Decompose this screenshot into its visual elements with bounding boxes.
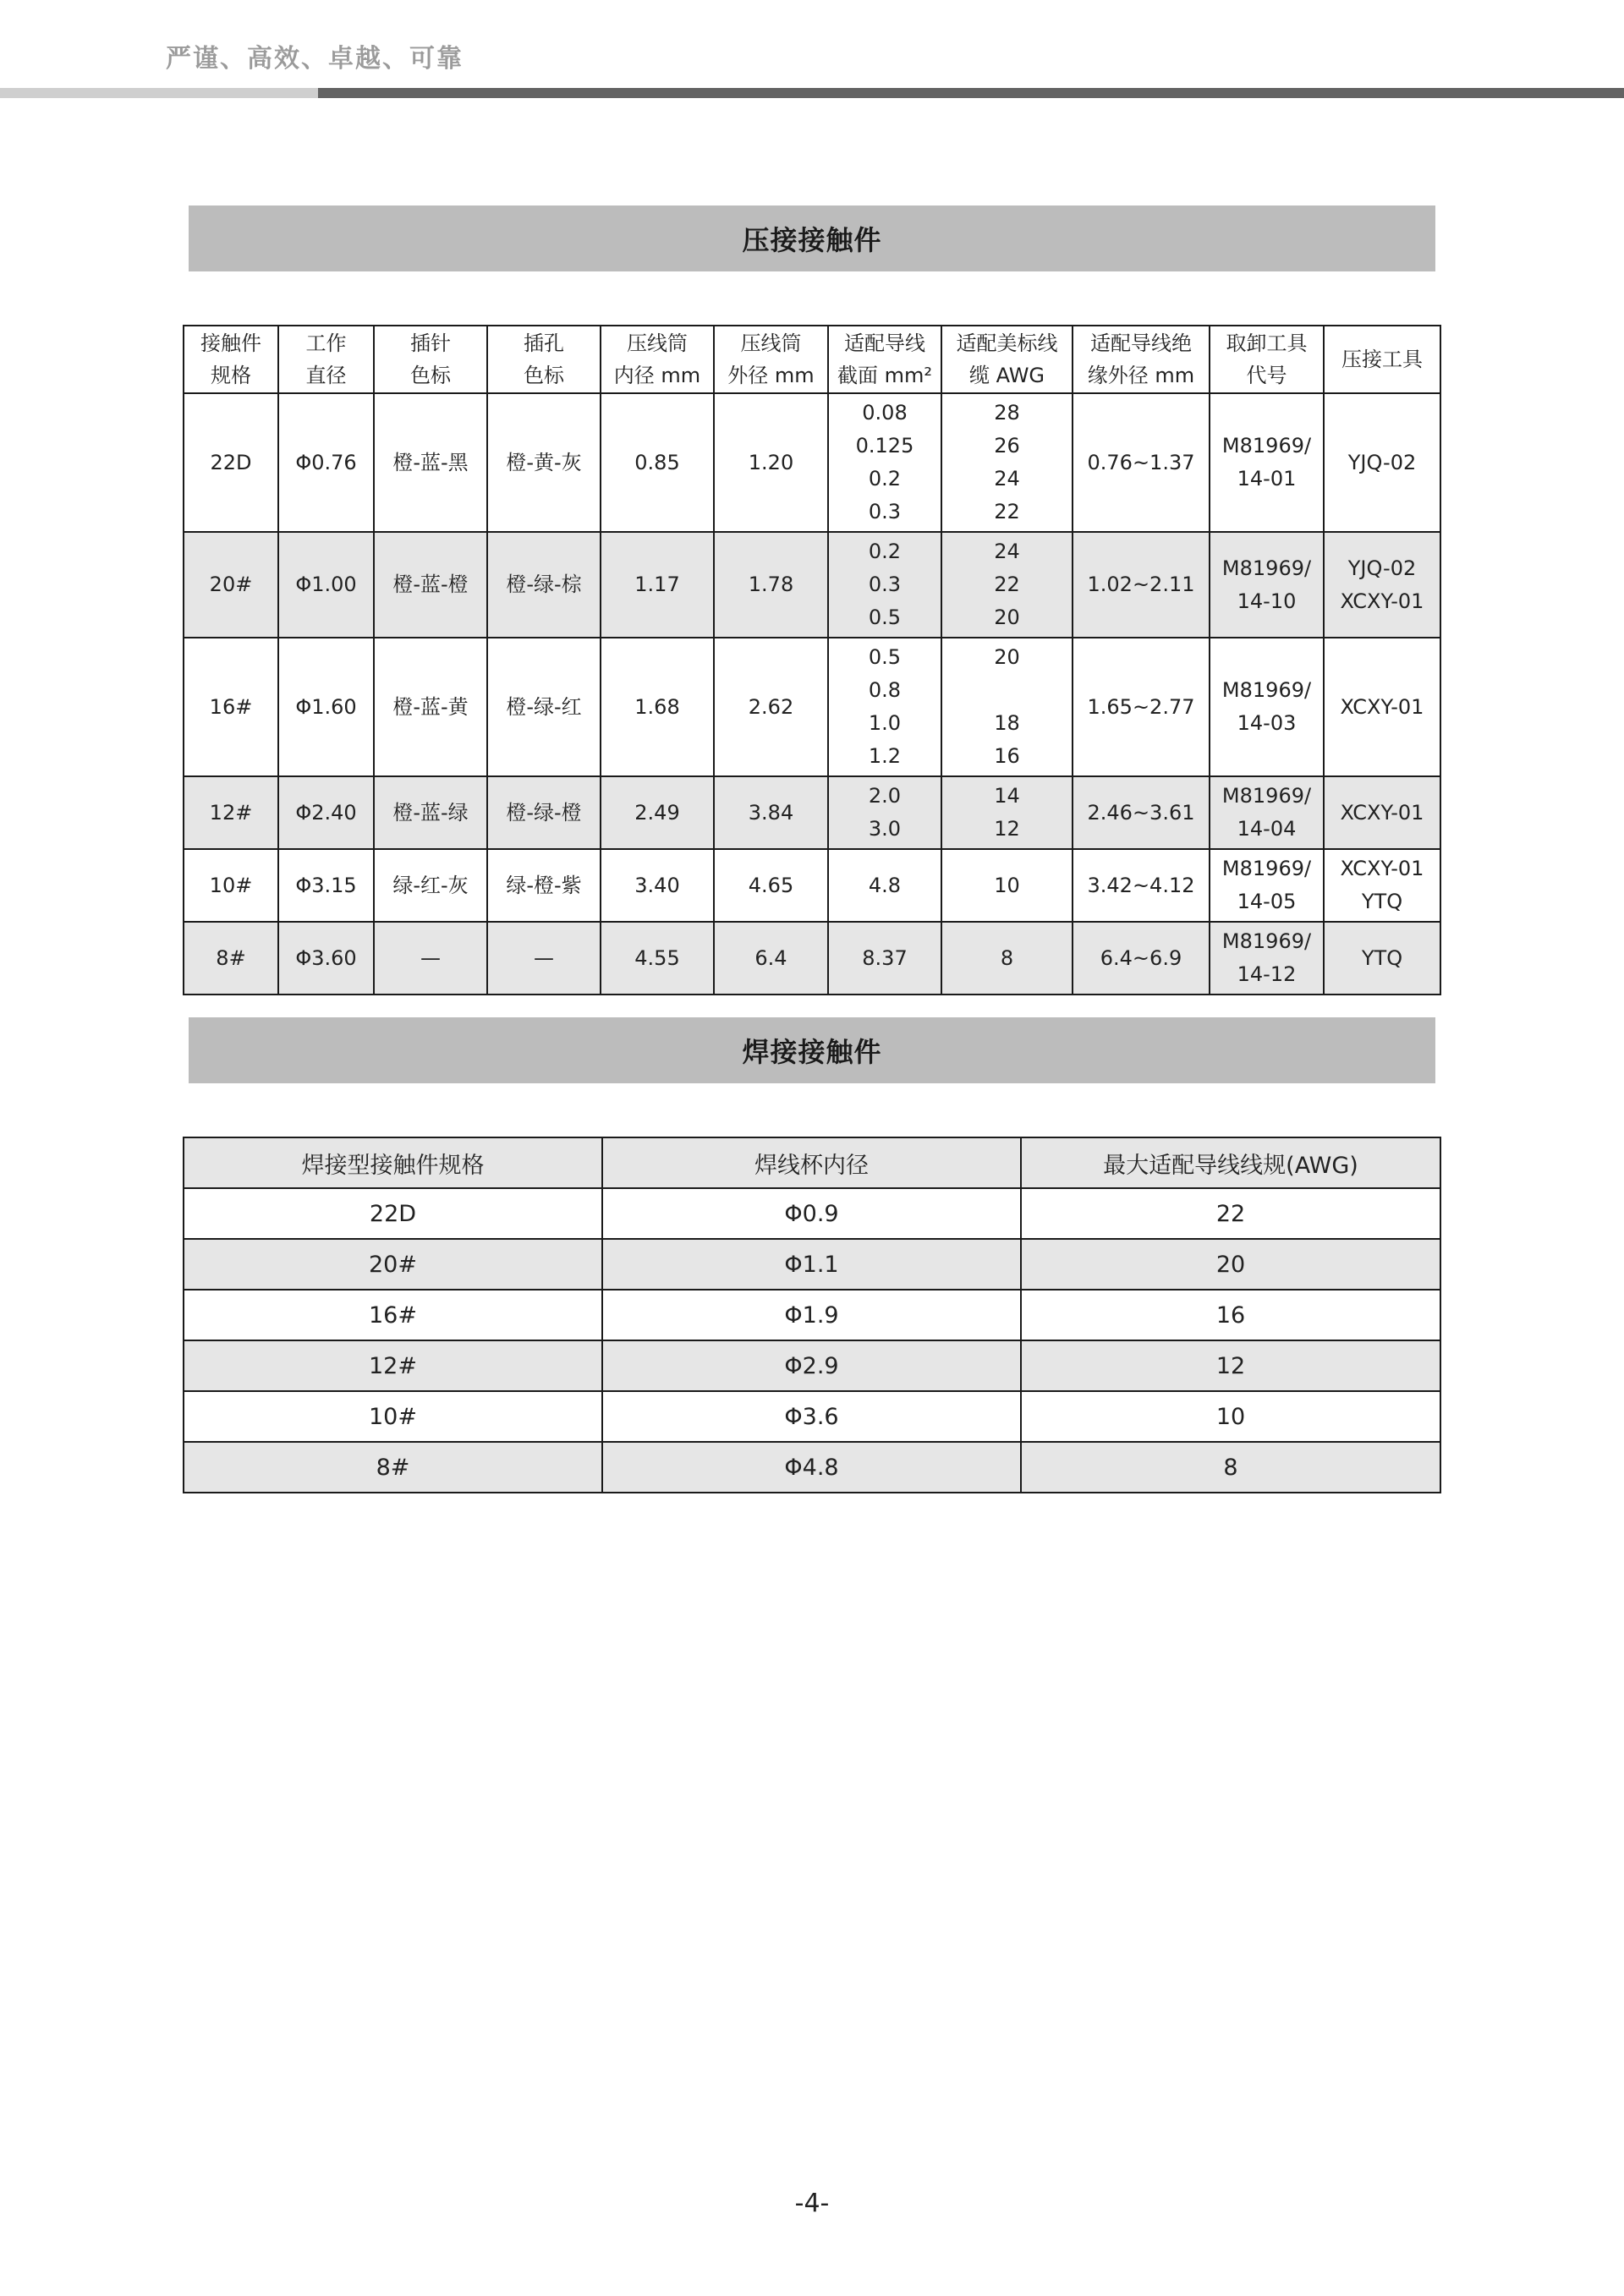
cell-line: 工作 <box>305 332 347 355</box>
table-cell: Φ3.6 <box>602 1391 1021 1442</box>
table-cell <box>828 922 941 995</box>
table-row <box>184 849 1440 922</box>
cell-line: 8 <box>1000 945 1014 970</box>
table-cell: Φ4.8 <box>602 1442 1021 1493</box>
table-cell <box>1210 638 1324 776</box>
table-row <box>184 532 1440 638</box>
table-cell: Φ0.76 <box>278 393 374 532</box>
table-cell: 绿-红-灰 <box>374 849 487 922</box>
table-cell: 1.68 <box>601 638 714 776</box>
cell-line: 直径 <box>305 364 347 387</box>
column-header: 最大适配导线线规(AWG) <box>1021 1137 1440 1188</box>
table-cell: 橙-蓝-绿 <box>374 776 487 849</box>
table-cell <box>828 393 941 532</box>
table-cell: 2.46~3.61 <box>1073 776 1210 849</box>
cell-line: M81969/ <box>1221 857 1312 880</box>
cell-line: 色标 <box>524 364 564 387</box>
table-cell: 1.78 <box>714 532 828 638</box>
cell-line: 内径 mm <box>613 364 701 387</box>
header-slogan: 严谨、高效、卓越、可靠 <box>166 44 464 74</box>
page-number: -4- <box>794 2189 830 2218</box>
cell-line: YTQ <box>1361 945 1403 970</box>
cell-line: 适配导线绝 <box>1090 332 1192 355</box>
cell-line: 22 <box>994 500 1020 523</box>
table-cell: 20# <box>184 1239 602 1290</box>
table-cell <box>828 638 941 776</box>
table-row <box>184 776 1440 849</box>
cell-line: 截面 mm² <box>837 364 932 387</box>
table-cell <box>1210 393 1324 532</box>
table-cell: 3.84 <box>714 776 828 849</box>
table-cell: 4.65 <box>714 849 828 922</box>
table-cell: 22D <box>184 393 278 532</box>
table-cell: 橙-蓝-黄 <box>374 638 487 776</box>
table-row <box>184 1188 1440 1239</box>
cell-line: 外径 mm <box>727 364 815 387</box>
table-cell: Φ3.60 <box>278 922 374 995</box>
cell-line: XCXY-01 <box>1340 694 1424 719</box>
table-cell: 8# <box>184 922 278 995</box>
table-cell: Φ3.15 <box>278 849 374 922</box>
table-row <box>184 1442 1440 1493</box>
cell-line: YJQ-02 <box>1347 556 1417 580</box>
cell-line: 18 <box>994 711 1020 735</box>
column-header <box>278 326 374 393</box>
table-cell: 20# <box>184 532 278 638</box>
cell-line: M81969/ <box>1221 929 1312 953</box>
cell-line: M81969/ <box>1221 678 1312 702</box>
cell-line: 0.125 <box>855 434 914 458</box>
column-header <box>828 326 941 393</box>
cell-line: 压接工具 <box>1341 348 1423 371</box>
table-cell: 10# <box>184 1391 602 1442</box>
table-cell: 8# <box>184 1442 602 1493</box>
cell-line: 14-10 <box>1237 589 1297 613</box>
table-cell: 0.85 <box>601 393 714 532</box>
table-row <box>184 638 1440 776</box>
cell-line: 24 <box>994 540 1020 563</box>
table-cell <box>941 922 1073 995</box>
table-row <box>184 1239 1440 1290</box>
table-row <box>184 1340 1440 1391</box>
cell-line: 20 <box>994 606 1020 629</box>
column-header <box>487 326 601 393</box>
cell-line: 适配美标线 <box>956 332 1058 355</box>
cell-line: 22 <box>994 573 1020 596</box>
cell-line: 压线筒 <box>627 332 688 355</box>
cell-line: 14-04 <box>1237 817 1297 841</box>
cell-line: M81969/ <box>1221 434 1312 458</box>
table-cell: 22D <box>184 1188 602 1239</box>
table-cell: Φ0.9 <box>602 1188 1021 1239</box>
cell-line: XCXY-01 <box>1340 589 1424 613</box>
table-cell: 橙-蓝-橙 <box>374 532 487 638</box>
table-cell: 橙-绿-红 <box>487 638 601 776</box>
table-cell: 16# <box>184 1290 602 1340</box>
cell-line: XCXY-01 <box>1340 857 1424 880</box>
cell-line: 缘外径 mm <box>1087 364 1195 387</box>
solder-contact-table <box>183 1137 1441 1493</box>
cell-line: 规格 <box>211 364 251 387</box>
cell-line: 4.8 <box>868 873 902 897</box>
table-cell <box>941 776 1073 849</box>
solder-header-row <box>184 1137 1440 1188</box>
column-header <box>1210 326 1324 393</box>
cell-line: 0.2 <box>868 540 902 563</box>
cell-line: 1.0 <box>868 711 902 735</box>
table-cell <box>941 532 1073 638</box>
cell-line: 8.37 <box>862 945 908 970</box>
table-cell: 6.4 <box>714 922 828 995</box>
cell-line: 压线筒 <box>740 332 802 355</box>
table-cell: 1.02~2.11 <box>1073 532 1210 638</box>
cell-line: 20 <box>994 645 1020 669</box>
cell-line: 0.8 <box>868 678 902 702</box>
table-cell: Φ1.9 <box>602 1290 1021 1340</box>
table-cell: 12 <box>1021 1340 1440 1391</box>
table-cell: 16 <box>1021 1290 1440 1340</box>
cell-line: 代号 <box>1246 364 1287 387</box>
table-cell: Φ1.00 <box>278 532 374 638</box>
cell-line: 10 <box>994 873 1020 897</box>
table-cell: 橙-绿-棕 <box>487 532 601 638</box>
cell-line: 0.08 <box>862 401 908 425</box>
cell-line: 14-12 <box>1237 962 1297 986</box>
table-cell: Φ2.40 <box>278 776 374 849</box>
table-cell: 绿-橙-紫 <box>487 849 601 922</box>
cell-line: 2.0 <box>868 784 902 808</box>
solder-section-title: 焊接接触件 <box>189 1017 1435 1083</box>
cell-line: 14-03 <box>1237 711 1297 735</box>
table-cell <box>828 776 941 849</box>
cell-line: 0.5 <box>868 606 902 629</box>
table-cell: 3.40 <box>601 849 714 922</box>
table-cell: 2.62 <box>714 638 828 776</box>
table-cell <box>828 849 941 922</box>
cell-line: YTQ <box>1361 890 1403 913</box>
cell-line: 色标 <box>410 364 451 387</box>
table-cell <box>1324 849 1440 922</box>
cell-line: M81969/ <box>1221 556 1312 580</box>
table-cell: 8 <box>1021 1442 1440 1493</box>
cell-line: 0.3 <box>868 500 902 523</box>
column-header: 焊线杯内径 <box>602 1137 1021 1188</box>
table-row <box>184 393 1440 532</box>
cell-line: 缆 AWG <box>968 364 1045 387</box>
table-cell <box>1324 532 1440 638</box>
cell-line: 24 <box>994 467 1020 490</box>
cell-line: 1.2 <box>868 744 902 768</box>
table-cell: 10 <box>1021 1391 1440 1442</box>
solder-table-body <box>184 1188 1440 1493</box>
table-cell <box>1324 776 1440 849</box>
table-row <box>184 922 1440 995</box>
table-cell: — <box>374 922 487 995</box>
cell-line: 插针 <box>410 332 451 355</box>
table-cell <box>941 393 1073 532</box>
table-cell: 12# <box>184 776 278 849</box>
table-cell: 2.49 <box>601 776 714 849</box>
table-row <box>184 1290 1440 1340</box>
cell-line: YJQ-02 <box>1347 450 1417 474</box>
cell-line: 插孔 <box>524 332 564 355</box>
cell-line: 3.0 <box>868 817 902 841</box>
table-cell: 20 <box>1021 1239 1440 1290</box>
cell-line: 14-05 <box>1237 890 1297 913</box>
table-cell <box>941 849 1073 922</box>
table-cell: 1.17 <box>601 532 714 638</box>
column-header <box>714 326 828 393</box>
table-cell: 4.55 <box>601 922 714 995</box>
crimp-header-row <box>184 326 1440 393</box>
table-cell: 12# <box>184 1340 602 1391</box>
cell-line: 14-01 <box>1237 467 1297 490</box>
cell-line: M81969/ <box>1221 784 1312 808</box>
cell-line: XCXY-01 <box>1340 800 1424 825</box>
table-cell: 1.20 <box>714 393 828 532</box>
cell-line: 适配导线 <box>844 332 925 355</box>
table-cell <box>828 532 941 638</box>
cell-blank-line <box>942 674 1072 707</box>
cell-line: 0.3 <box>868 573 902 596</box>
column-header <box>184 326 278 393</box>
cell-line: 接触件 <box>200 332 261 355</box>
table-cell <box>941 638 1073 776</box>
table-cell: 6.4~6.9 <box>1073 922 1210 995</box>
crimp-section-title: 压接接触件 <box>189 205 1435 271</box>
table-cell: 0.76~1.37 <box>1073 393 1210 532</box>
table-cell: 橙-绿-橙 <box>487 776 601 849</box>
table-cell <box>1324 638 1440 776</box>
cell-line: 14 <box>994 784 1020 808</box>
table-cell <box>1324 393 1440 532</box>
table-cell <box>1324 922 1440 995</box>
cell-line: 16 <box>994 744 1020 768</box>
table-row <box>184 1391 1440 1442</box>
crimp-table-body <box>184 393 1440 995</box>
table-cell <box>1210 776 1324 849</box>
cell-line: 0.5 <box>868 645 902 669</box>
table-cell: 10# <box>184 849 278 922</box>
column-header <box>941 326 1073 393</box>
table-cell: Φ1.1 <box>602 1239 1021 1290</box>
table-cell: 22 <box>1021 1188 1440 1239</box>
column-header <box>1073 326 1210 393</box>
table-cell: Φ2.9 <box>602 1340 1021 1391</box>
cell-line: 0.2 <box>868 467 902 490</box>
column-header <box>1324 326 1440 393</box>
cell-line: 取卸工具 <box>1226 332 1308 355</box>
table-cell <box>1210 532 1324 638</box>
table-cell: 橙-蓝-黑 <box>374 393 487 532</box>
cell-line: 12 <box>994 817 1020 841</box>
cell-line: 26 <box>994 434 1020 458</box>
table-cell: 1.65~2.77 <box>1073 638 1210 776</box>
crimp-contact-table <box>183 325 1441 995</box>
column-header <box>601 326 714 393</box>
table-cell <box>1210 922 1324 995</box>
table-cell: — <box>487 922 601 995</box>
header-rule-dark <box>318 88 1624 98</box>
table-cell: Φ1.60 <box>278 638 374 776</box>
column-header <box>374 326 487 393</box>
header-rule-light <box>0 88 318 98</box>
column-header: 焊接型接触件规格 <box>184 1137 602 1188</box>
table-cell: 橙-黄-灰 <box>487 393 601 532</box>
table-cell <box>1210 849 1324 922</box>
cell-line: 28 <box>994 401 1020 425</box>
table-cell: 16# <box>184 638 278 776</box>
table-cell: 3.42~4.12 <box>1073 849 1210 922</box>
